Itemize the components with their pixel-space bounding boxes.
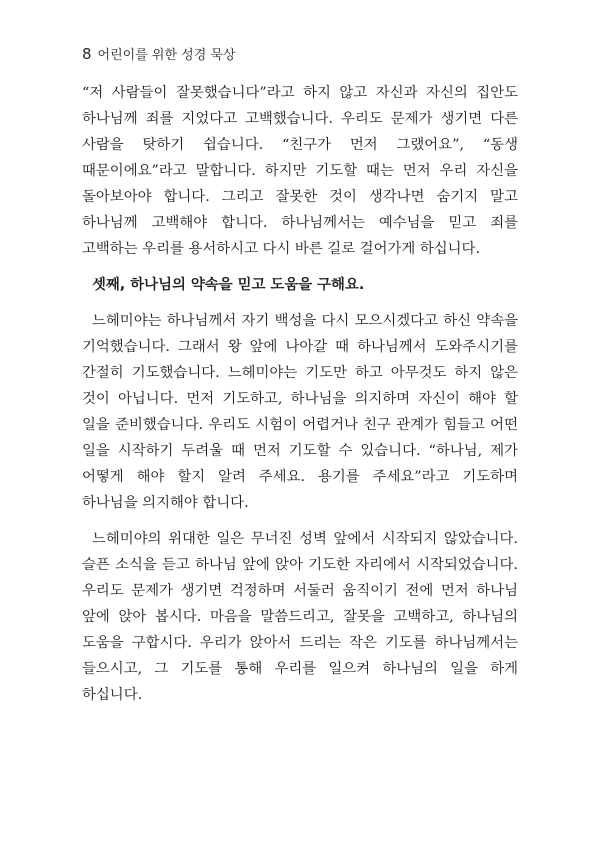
paragraph-promise: 느헤미야는 하나님께서 자기 백성을 다시 모으시겠다고 하신 약속을 기억했습니다. 그래서 왕 앞에 나아갈 때 하나님께서 도와주시기를 간절히 기도했습니다. 느헤미야는 기도만 하고 아무것도 하지 않은 것이 아닙니다. 먼저 기도하고, 하나님을 의지하며 자신이 해야 할 일을 준비했습니다. 우리도 시험이 어렵거나 친구 관계가 힘들고 어떤 일을 시작하기 두려울 때 먼저 기도할 수 있습니다. “하나님, 제가 어떻게 해야 할지 알려 주세요. 용기를 주세요”라고 기도하며 하나님을 의지해야 합니다. [82,313,518,511]
paragraph-conclusion: 느헤미야의 위대한 일은 무너진 성벽 앞에서 시작되지 않았습니다. 슬픈 소식을 듣고 하나님 앞에 앉아 기도한 자리에서 시작되었습니다. 우리도 문제가 생기면 걱정하며 서둘러 움직이기 전에 먼저 하나님 앞에 앉아 봅시다. 마음을 말씀드리고, 잘못을 고백하고, 하나님의 도움을 구합시다. 우리가 앉아서 드리는 작은 기도를 하나님께서는 들으시고, 그 기도를 통해 우리를 일으켜 하나님의 일을 하게 하십니다. [82,531,518,703]
page-number: 8 [82,45,92,63]
paragraph-confession: “저 사람들이 잘못했습니다”라고 하지 않고 자신과 자신의 집안도 하나님께 죄를 지었다고 고백했습니다. 우리도 문제가 생기면 다른 사람을 탓하기 쉽습니다. “친구가 먼저 그랬어요”, “동생 때문이에요”라고 말합니다. 하지만 기도할 때는 먼저 우리 자신을 돌아보아야 합니다. 그리고 잘못한 것이 생각나면 숨기지 말고 하나님께 고백해야 합니다. 하나님께서는 예수님을 믿고 죄를 고백하는 우리를 용서하시고 다시 바른 길로 걸어가게 하십니다. [82,85,518,257]
running-header [82,44,236,63]
page-body [82,80,518,708]
book-title: 어린이를 위한 성경 묵상 [97,48,236,63]
section-heading-third: 셋째, 하나님의 약속을 믿고 도움을 구해요. [92,277,365,293]
